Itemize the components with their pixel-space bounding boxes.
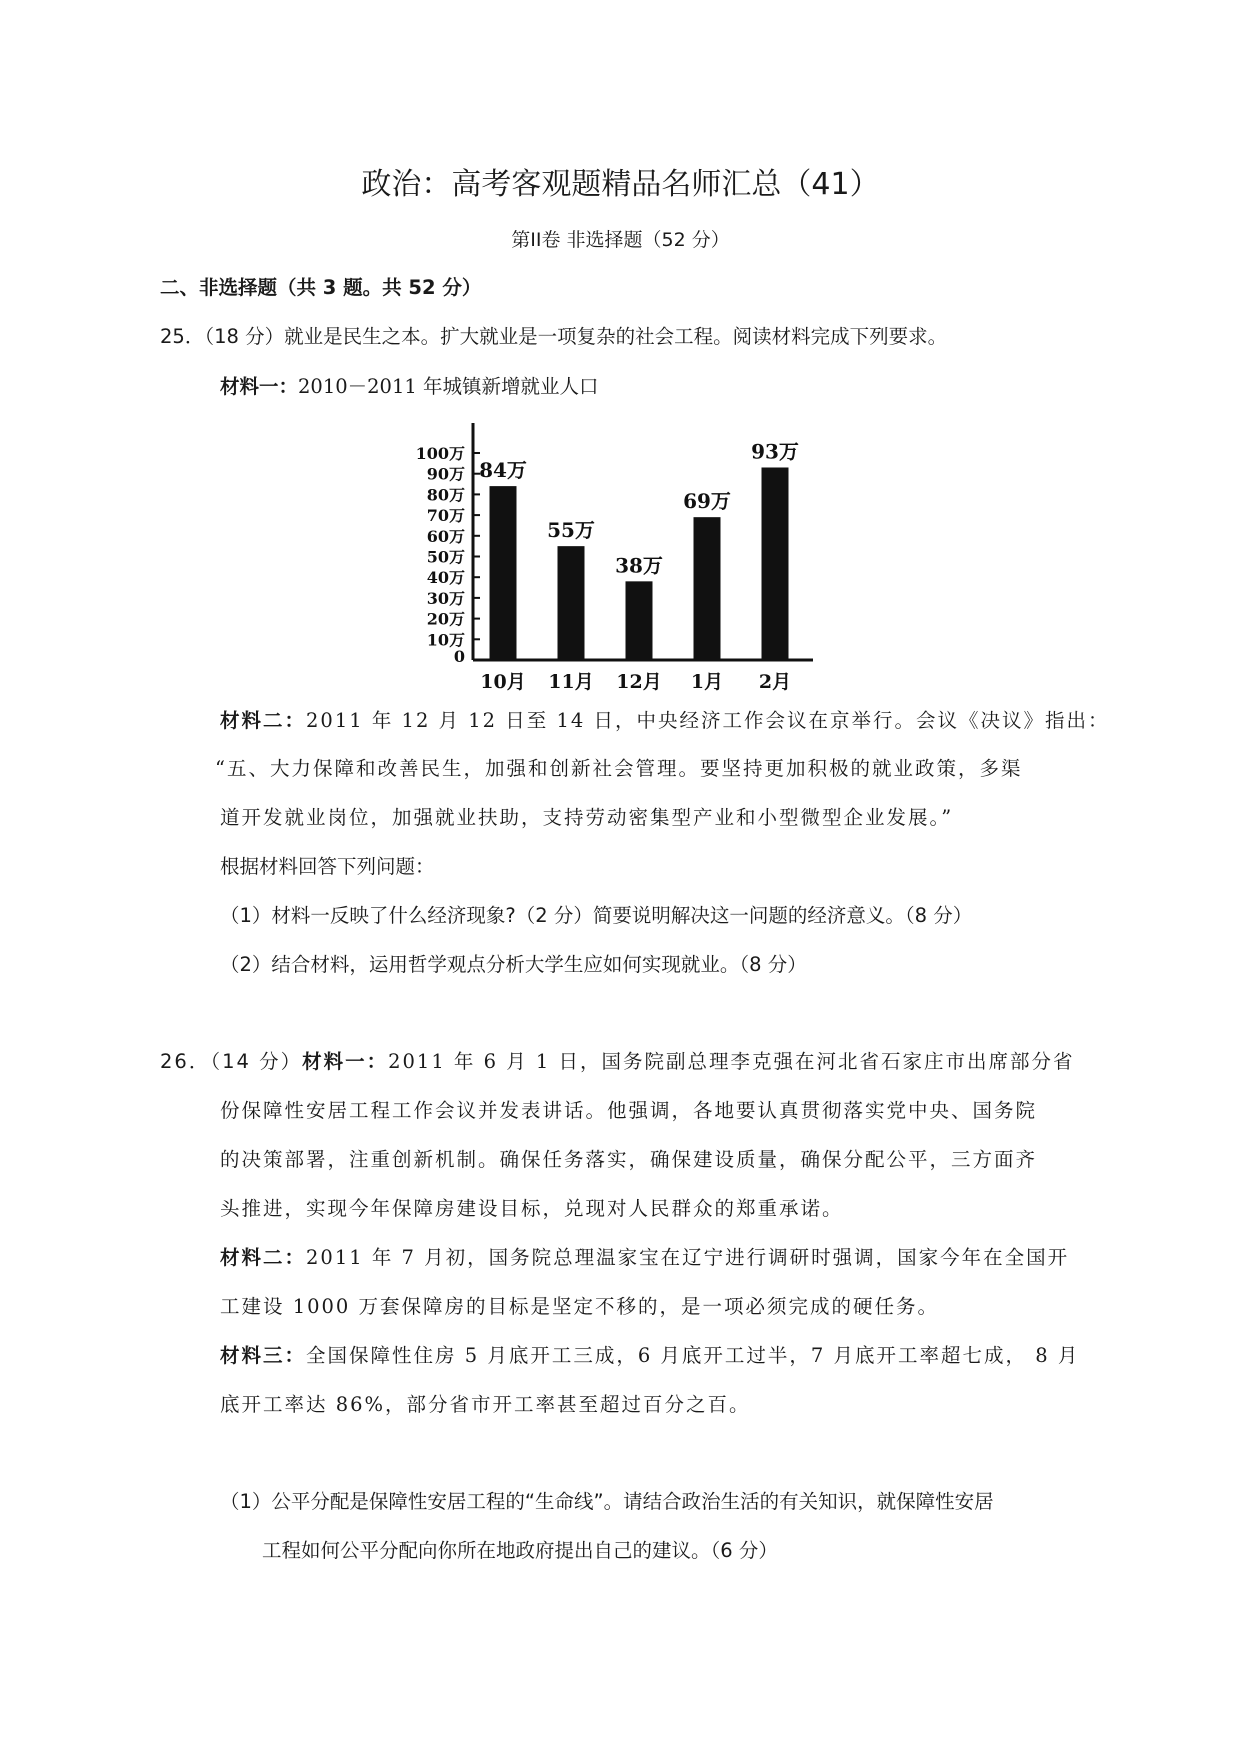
q26-number: 26． <box>160 1050 211 1073</box>
x-tick-label: 1月 <box>690 671 724 693</box>
q26-m1-text1: 2011 年 6 月 1 日，国务院副总理李克强在河北省石家庄市出席部分省 <box>388 1050 1075 1073</box>
bar <box>626 581 653 660</box>
q26-intro: （14 分） <box>210 1050 303 1073</box>
q25-prompt: 根据材料回答下列问题： <box>220 855 435 878</box>
bar-value-label: 93万 <box>751 439 799 464</box>
q25-intro: （18 分）就业是民生之本。扩大就业是一项复杂的社会工程。阅读材料完成下列要求。 <box>204 325 948 348</box>
bar-value-label: 69万 <box>683 489 731 514</box>
q26-m3-label: 材料三： <box>220 1344 307 1367</box>
q26-m1-text2: 份保障性安居工程工作会议并发表讲话。他强调，各地要认真贯彻落实党中央、国务院 <box>220 1099 1038 1122</box>
q25-m2-text2: “五、大力保障和改善民生，加强和创新社会管理。要坚持更加积极的就业政策，多渠 <box>215 757 1023 780</box>
bar-value-label: 84万 <box>479 458 527 483</box>
q25-material1 <box>220 373 598 401</box>
y-tick-label: 60万 <box>426 526 465 546</box>
q26-m3-text1: 全国保障性住房 5 月底开工三成，6 月底开工过半，7 月底开工率超七成， 8 月 <box>306 1344 1080 1367</box>
q26-m1-text4: 头推进，实现今年保障房建设目标，兑现对人民群众的郑重承诺。 <box>220 1197 844 1220</box>
q25-intro-line <box>160 323 947 351</box>
q26-subquestion-1-line2: 工程如何公平分配向你所在地政府提出自己的建议。（6 分） <box>262 1539 778 1562</box>
q26-m2-text1: 2011 年 7 月初，国务院总理温家宝在辽宁进行调研时强调，国家今年在全国开 <box>306 1246 1070 1269</box>
bar <box>762 467 789 660</box>
bar <box>558 546 585 660</box>
q26-m2-text2: 工建设 1000 万套保障房的目标是坚定不移的，是一项必须完成的硬任务。 <box>220 1295 940 1318</box>
q26-material1-line1 <box>160 1048 1075 1076</box>
bar <box>490 486 517 660</box>
section-heading: 二、非选择题（共 3 题。共 52 分） <box>160 276 482 299</box>
y-tick-label: 80万 <box>426 485 465 505</box>
q25-m2-label: 材料二： <box>220 709 307 732</box>
x-tick-label: 11月 <box>548 671 594 693</box>
employment-bar-chart <box>395 415 825 695</box>
q26-material3-line1 <box>220 1342 1079 1370</box>
y-tick-label: 90万 <box>426 464 465 484</box>
q26-m1-label: 材料一： <box>302 1050 389 1073</box>
y-tick-label: 20万 <box>426 609 465 629</box>
q25-material2-line1 <box>220 707 1109 735</box>
bar-value-label: 55万 <box>547 518 595 543</box>
q25-m1-label: 材料一： <box>220 375 299 398</box>
q26-m3-text2: 底开工率达 86%，部分省市开工率甚至超过百分之百。 <box>220 1393 751 1416</box>
page-title: 政治：高考客观题精品名师汇总（41） <box>361 167 880 202</box>
q26-subquestion-1-line1: （1）公平分配是保障性安居工程的“生命线”。请结合政治生活的有关知识，就保障性安居 <box>220 1490 994 1513</box>
y-tick-label: 100万 <box>415 444 465 463</box>
y-tick-label: 50万 <box>426 547 465 567</box>
q25-m2-text1: 2011 年 12 月 12 日至 14 日，中央经济工作会议在京举行。会议《决议》指出： <box>306 709 1110 732</box>
y-tick-label: 30万 <box>426 588 465 608</box>
q25-m1-text: 2010－2011 年城镇新增就业人口 <box>298 375 599 398</box>
q25-m2-text3: 道开发就业岗位，加强就业扶助，支持劳动密集型产业和小型微型企业发展。” <box>220 806 954 829</box>
q26-m1-text3: 的决策部署，注重创新机制。确保任务落实，确保建设质量，确保分配公平，三方面齐 <box>220 1148 1038 1171</box>
q25-subquestion-2: （2）结合材料，运用哲学观点分析大学生应如何实现就业。（8 分） <box>220 953 807 976</box>
q25-subquestion-1: （1）材料一反映了什么经济现象?（2 分）简要说明解决这一问题的经济意义。（8 分） <box>220 904 973 927</box>
y-tick-label: 40万 <box>426 568 465 588</box>
x-tick-label: 10月 <box>480 671 526 693</box>
page-subtitle: 第II卷 非选择题（52 分） <box>511 229 730 251</box>
q26-material2-line1 <box>220 1244 1069 1272</box>
y-tick-label: 0 <box>453 647 465 666</box>
q25-number: 25． <box>160 325 205 348</box>
x-tick-label: 12月 <box>616 671 662 693</box>
x-tick-label: 2月 <box>758 671 792 693</box>
y-tick-label: 10万 <box>426 630 465 650</box>
bar-value-label: 38万 <box>615 553 663 578</box>
bar <box>694 517 721 660</box>
y-tick-label: 70万 <box>426 506 465 526</box>
q26-m2-label: 材料二： <box>220 1246 307 1269</box>
